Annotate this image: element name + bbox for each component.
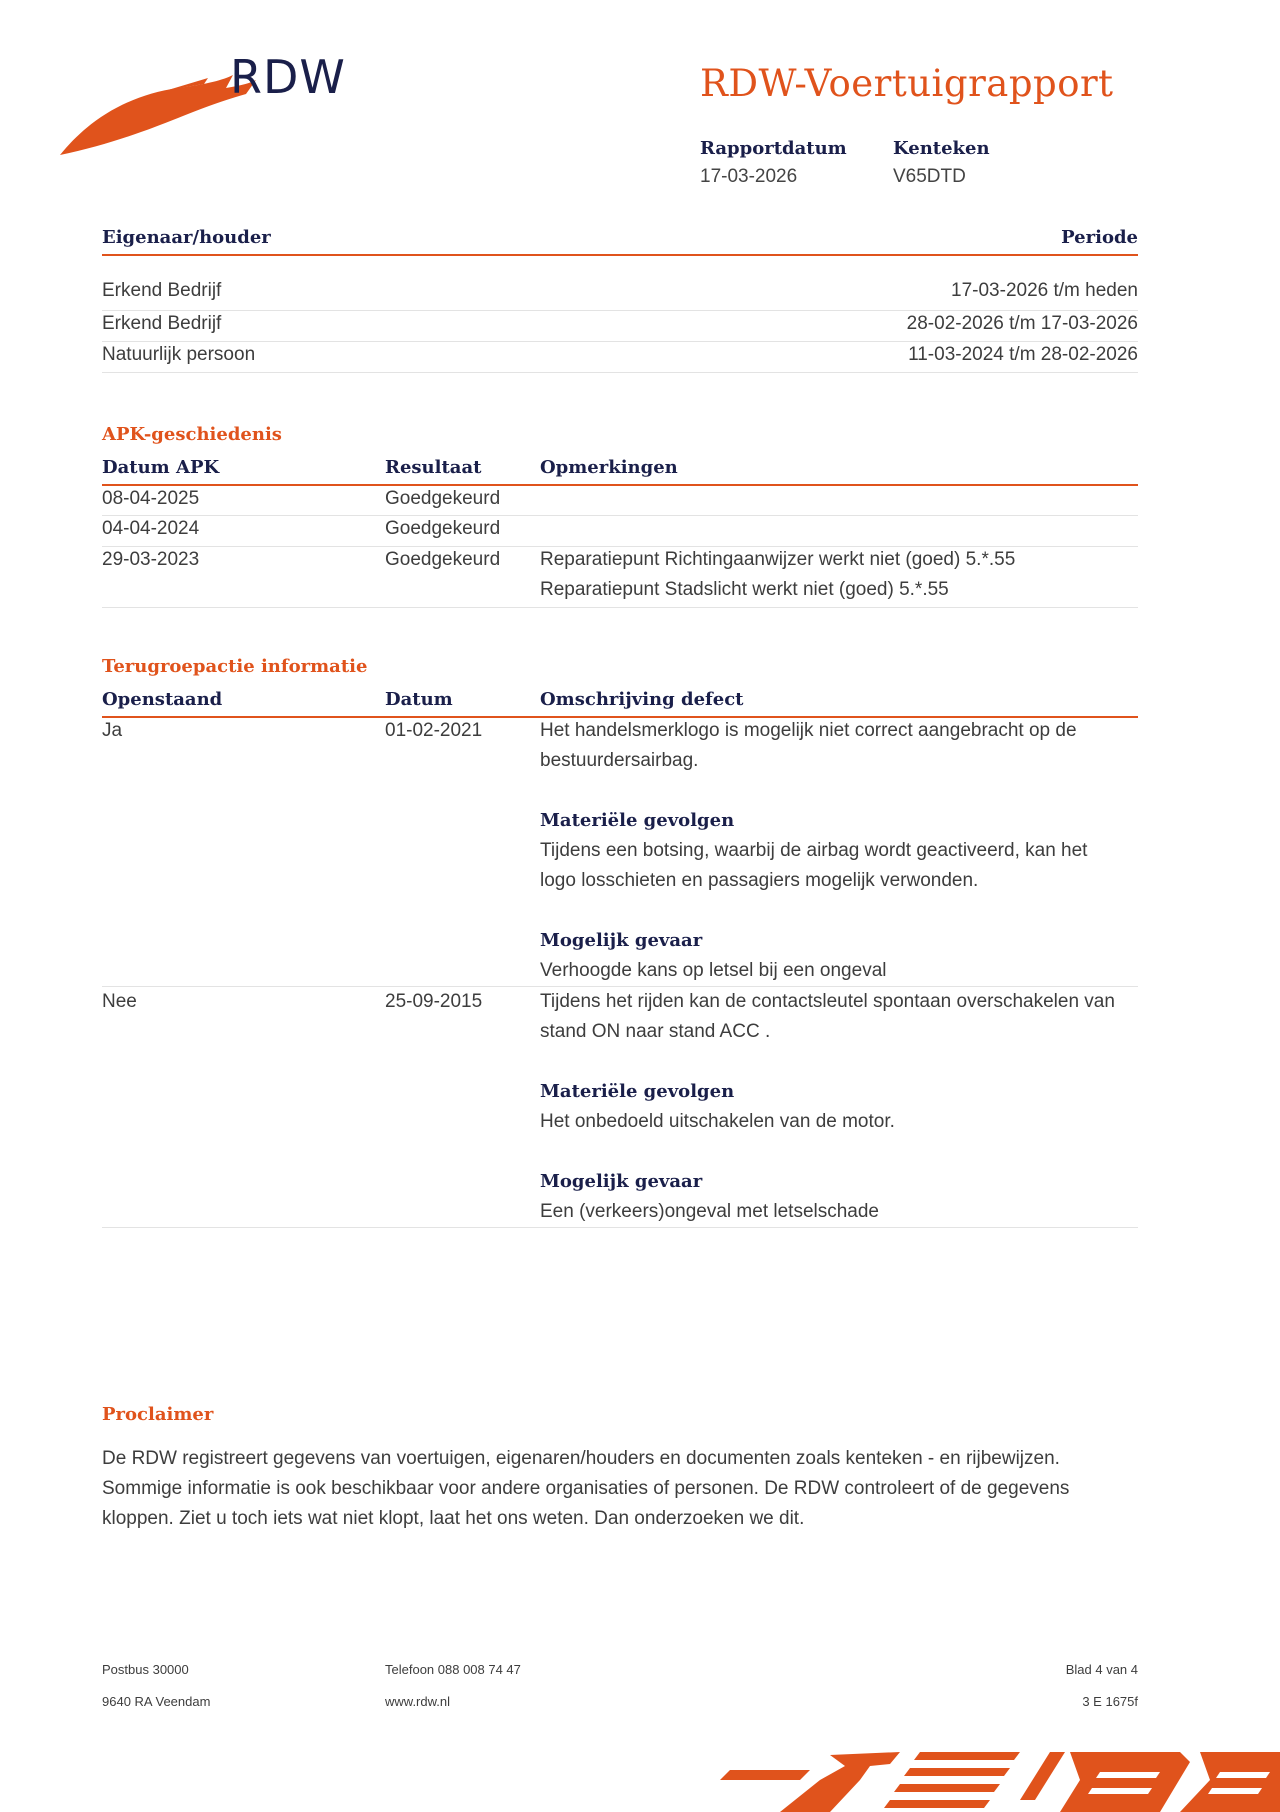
owner-row xyxy=(102,280,1138,311)
proclaimer-title: Proclaimer xyxy=(102,1404,214,1425)
apk-remark: Reparatiepunt Richtingaanwijzer werkt niet (goed) 5.*.55 xyxy=(540,549,1016,570)
recall-row xyxy=(102,718,1138,987)
apk-result: Goedgekeurd xyxy=(385,488,501,509)
recall-description: Tijdens het rijden kan de contactsleutel spontaan overschakelen van xyxy=(540,991,1115,1012)
footer-phone: Telefoon 088 008 74 47 xyxy=(385,1662,521,1677)
plate-label: Kenteken xyxy=(893,138,990,159)
owner-column-header: Eigenaar/houder xyxy=(102,227,271,248)
owner-period: 11-03-2024 t/m 28-02-2026 xyxy=(908,344,1138,365)
owner-row xyxy=(102,342,1138,373)
report-date-value: 17-03-2026 xyxy=(700,166,798,187)
recall-date-column-header: Datum xyxy=(385,689,453,710)
owner-name: Erkend Bedrijf xyxy=(102,280,222,301)
recall-date: 01-02-2021 xyxy=(385,720,483,741)
material-consequences-text: Tijdens een botsing, waarbij de airbag wordt geactiveerd, kan het xyxy=(540,840,1088,861)
proclaimer-text: kloppen. Ziet u toch iets wat niet klopt, laat het ons weten. Dan onderzoeken we dit. xyxy=(102,1508,805,1529)
owner-name: Erkend Bedrijf xyxy=(102,313,222,334)
recall-header xyxy=(102,682,1138,718)
brand-name: RDW xyxy=(230,50,346,104)
apk-date-column-header: Datum APK xyxy=(102,457,220,478)
apk-result: Goedgekeurd xyxy=(385,549,501,570)
recall-date: 25-09-2015 xyxy=(385,991,483,1012)
apk-header xyxy=(102,450,1138,486)
material-consequences-label: Materiële gevolgen xyxy=(540,1081,735,1102)
possible-danger-text: Een (verkeers)ongeval met letselschade xyxy=(540,1201,880,1222)
recall-description: stand ON naar stand ACC . xyxy=(540,1021,771,1042)
recall-section-title: Terugroepactie informatie xyxy=(102,656,368,677)
apk-date: 04-04-2024 xyxy=(102,518,200,539)
proclaimer-text: Sommige informatie is ook beschikbaar voor andere organisaties of personen. De RDW controleert of de gegevens xyxy=(102,1478,1070,1499)
apk-section xyxy=(102,450,1138,608)
proclaimer-text: De RDW registreert gegevens van voertuigen, eigenaren/houders en documenten zoals kenteken - en rijbewijzen. xyxy=(102,1448,1060,1469)
report-date-label: Rapportdatum xyxy=(700,138,847,159)
possible-danger-text: Verhoogde kans op letsel bij een ongeval xyxy=(540,960,887,981)
report-title: RDW-Voertuigrapport xyxy=(700,62,1114,105)
apk-result: Goedgekeurd xyxy=(385,518,501,539)
material-consequences-text: logo losschieten en passagiers mogelijk verwonden. xyxy=(540,870,979,891)
apk-remark: Reparatiepunt Stadslicht werkt niet (goed) 5.*.55 xyxy=(540,579,949,600)
owner-period: 28-02-2026 t/m 17-03-2026 xyxy=(906,313,1138,334)
apk-row xyxy=(102,486,1138,516)
apk-date: 29-03-2023 xyxy=(102,549,200,570)
owner-row xyxy=(102,311,1138,342)
recall-description: Het handelsmerklogo is mogelijk niet correct aangebracht op de xyxy=(540,720,1077,741)
apk-result-column-header: Resultaat xyxy=(385,457,482,478)
plate-value: V65DTD xyxy=(893,166,966,187)
footer-code: 3 E 1675f xyxy=(1082,1694,1138,1709)
owners-section xyxy=(102,220,1138,373)
possible-danger-label: Mogelijk gevaar xyxy=(540,930,703,951)
apk-date: 08-04-2025 xyxy=(102,488,200,509)
apk-row xyxy=(102,516,1138,547)
material-consequences-text: Het onbedoeld uitschakelen van de motor. xyxy=(540,1111,895,1132)
apk-row xyxy=(102,547,1138,608)
period-column-header: Periode xyxy=(1061,227,1138,248)
possible-danger-label: Mogelijk gevaar xyxy=(540,1171,703,1192)
footer-postbus: Postbus 30000 xyxy=(102,1662,189,1677)
footer-website: www.rdw.nl xyxy=(385,1694,451,1709)
footer-page-number: Blad 4 van 4 xyxy=(1065,1662,1138,1677)
recall-desc-column-header: Omschrijving defect xyxy=(540,689,744,710)
apk-remarks-column-header: Opmerkingen xyxy=(540,457,678,478)
decorative-stripes-icon xyxy=(720,1740,1280,1812)
material-consequences-label: Materiële gevolgen xyxy=(540,810,735,831)
recall-open: Nee xyxy=(102,991,137,1012)
recall-open-column-header: Openstaand xyxy=(102,689,223,710)
apk-section-title: APK-geschiedenis xyxy=(102,424,282,445)
recall-section xyxy=(102,682,1138,1228)
owner-period: 17-03-2026 t/m heden xyxy=(951,280,1138,301)
recall-description: bestuurdersairbag. xyxy=(540,750,699,771)
owners-header xyxy=(102,220,1138,256)
recall-row xyxy=(102,987,1138,1228)
footer-city: 9640 RA Veendam xyxy=(102,1694,211,1709)
recall-open: Ja xyxy=(102,720,123,741)
owner-name: Natuurlijk persoon xyxy=(102,344,256,365)
